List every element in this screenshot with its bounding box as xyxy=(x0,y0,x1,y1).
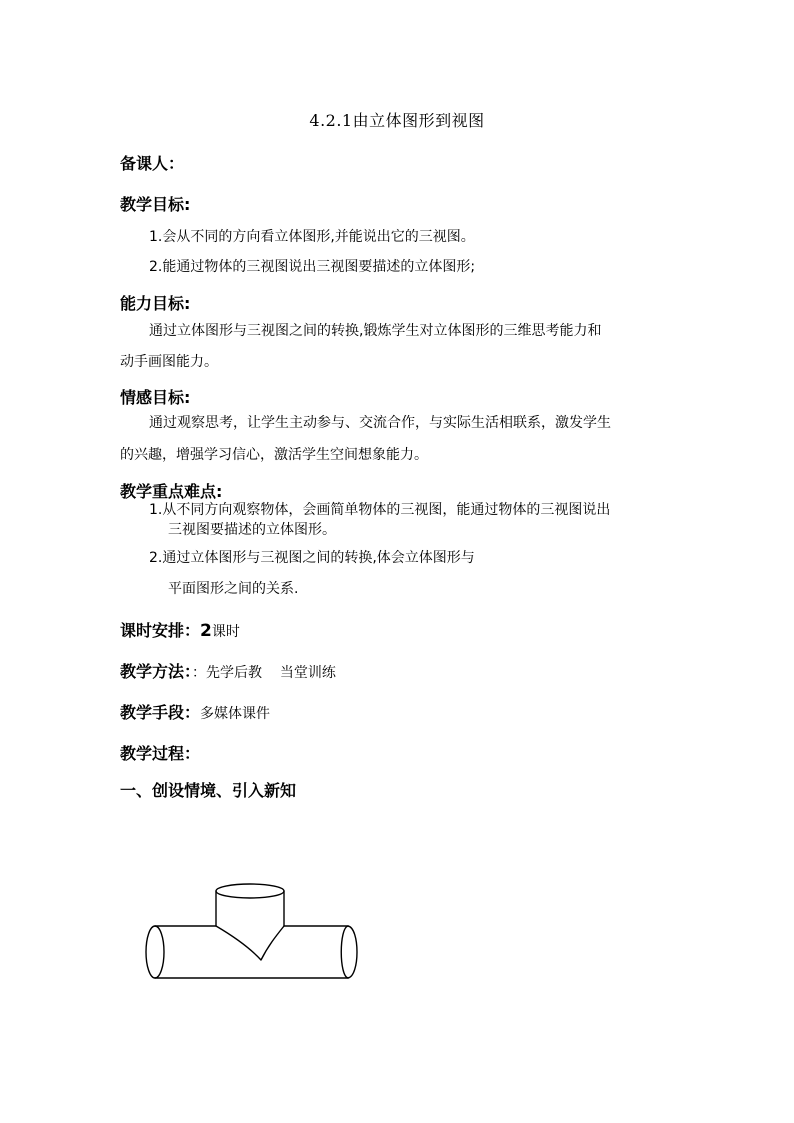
ability-goals-line: 动手画图能力。 xyxy=(120,354,218,370)
means-value: 多媒体课件 xyxy=(200,706,271,722)
teaching-goal-item: 1.会从不同的方向看立体图形,并能说出它的三视图。 xyxy=(149,229,475,245)
key-points-line: 平面图形之间的关系. xyxy=(168,581,299,597)
schedule-row xyxy=(120,618,240,641)
process-heading: 教学过程： xyxy=(120,744,201,763)
preparer-label: 备课人： xyxy=(120,154,185,173)
key-points-line: 三视图要描述的立体图形。 xyxy=(168,522,336,538)
ability-goals-line: 通过立体图形与三视图之间的转换,锻炼学生对立体图形的三维思考能力和 xyxy=(149,323,602,339)
teaching-goals-heading: 教学目标: xyxy=(120,195,191,214)
document-title: 4.2.1由立体图形到视图 xyxy=(309,111,485,130)
emotion-goals-line: 的兴趣，增强学习信心，激活学生空间想象能力。 xyxy=(120,447,428,463)
method-row xyxy=(120,659,336,682)
t-pipe-joint-icon xyxy=(138,878,362,986)
key-points-heading: 教学重点难点: xyxy=(120,482,223,501)
schedule-label: 课时安排： xyxy=(120,621,201,640)
schedule-number: 2 xyxy=(200,621,212,641)
method-value: ：先学后教 当堂训练 xyxy=(192,665,336,681)
means-row xyxy=(120,700,270,723)
method-label: 教学方法： xyxy=(120,662,193,681)
schedule-unit: 课时 xyxy=(211,624,240,640)
emotion-goals-heading: 情感目标: xyxy=(120,388,191,407)
section1-heading: 一、创设情境、引入新知 xyxy=(120,781,297,800)
teaching-goal-item: 2.能通过物体的三视图说出三视图要描述的立体图形; xyxy=(149,259,476,275)
key-points-line: 2.通过立体图形与三视图之间的转换,体会立体图形与 xyxy=(149,550,475,566)
emotion-goals-line: 通过观察思考，让学生主动参与、交流合作，与实际生活相联系，激发学生 xyxy=(149,415,611,431)
means-label: 教学手段： xyxy=(120,703,201,722)
ability-goals-heading: 能力目标: xyxy=(120,294,191,313)
key-points-line: 1.从不同方向观察物体，会画简单物体的三视图，能通过物体的三视图说出 xyxy=(149,502,611,518)
